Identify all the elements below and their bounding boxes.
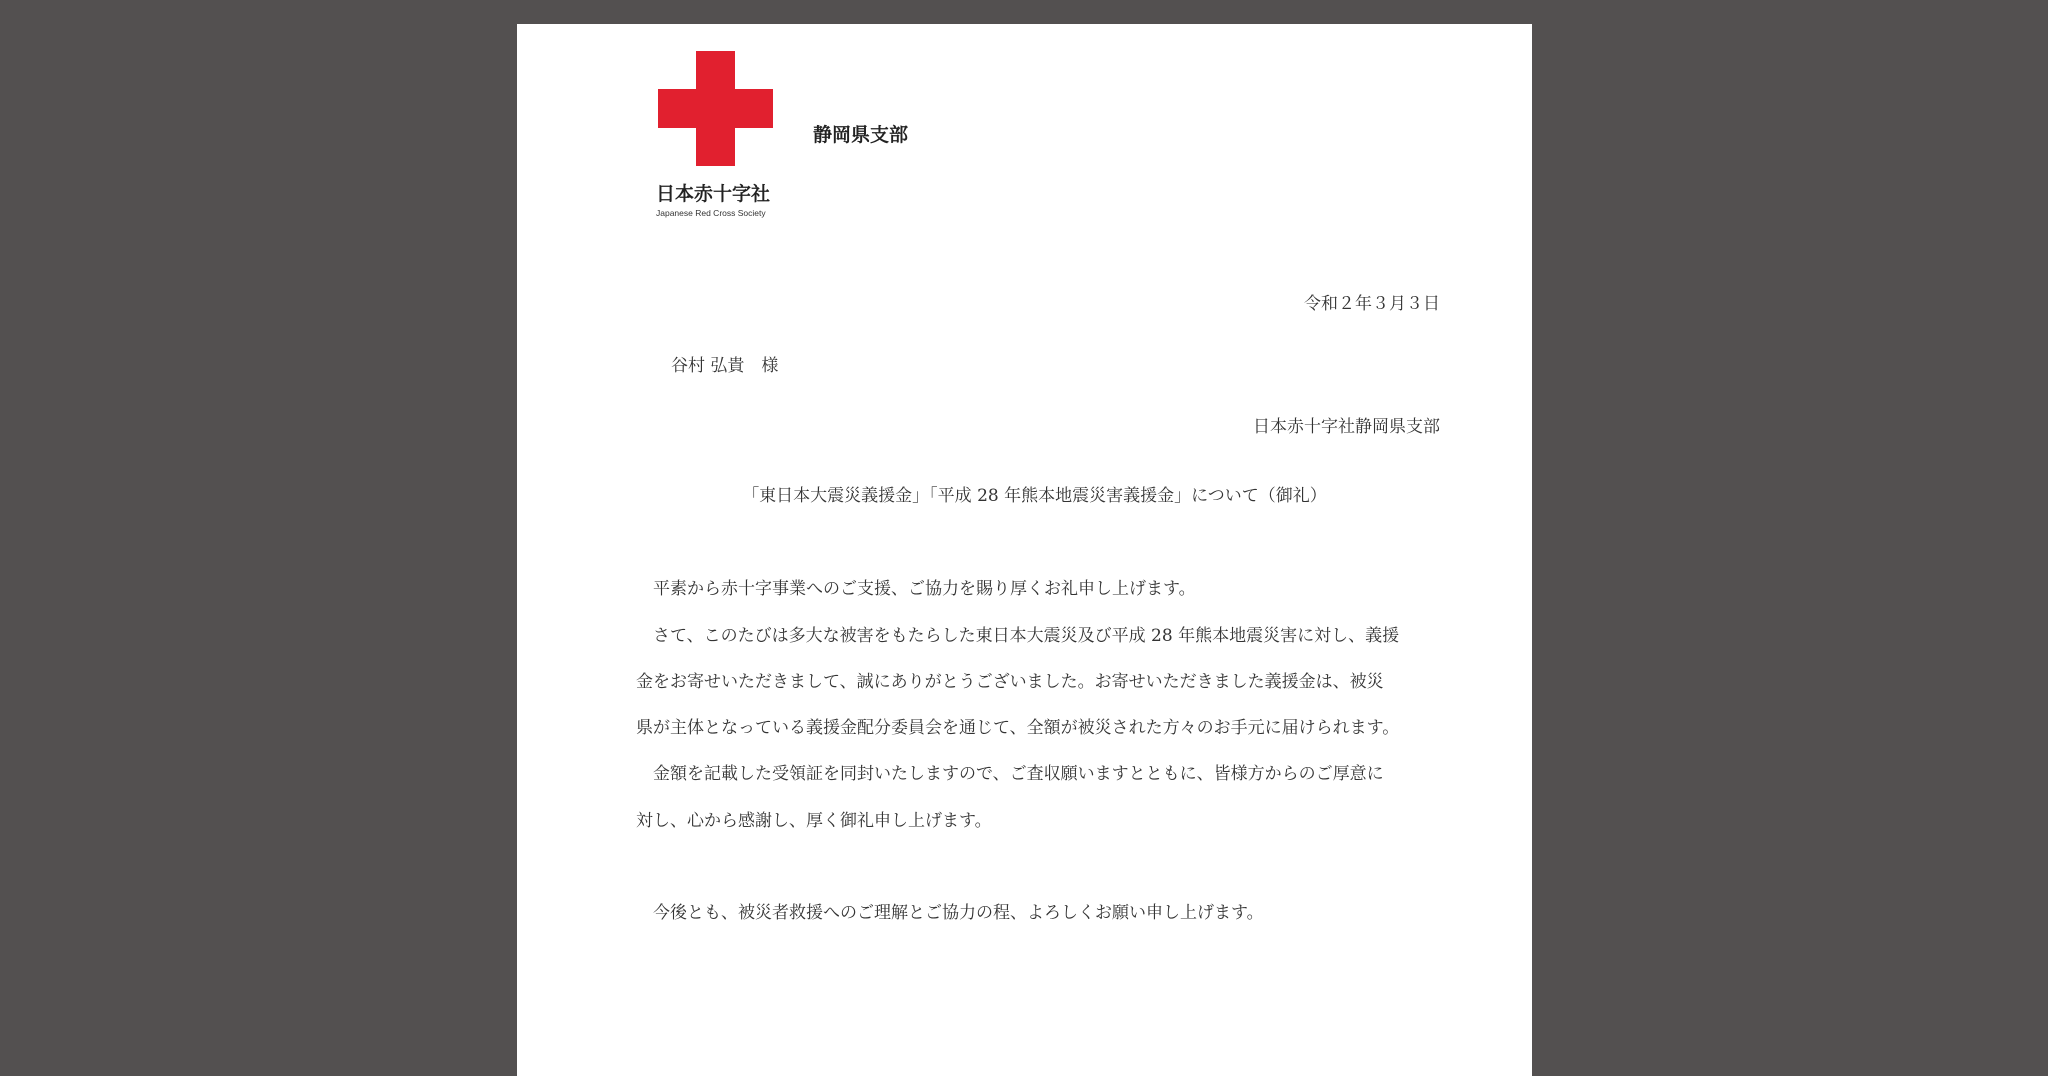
logo-name-jp: 日本赤十字社 (656, 183, 771, 205)
red-cross-icon (658, 51, 773, 166)
body-paragraph-2-line-2: 金をお寄せいただきまして、誠にありがとうございました。お寄せいただきました義援金は、被災 (636, 672, 1384, 692)
body-paragraph-3-line-1: 金額を記載した受領証を同封いたしますので、ご査収願いますとともに、皆様方からのご厚意に (653, 764, 1384, 784)
letter-date: 令和２年３月３日 (1304, 294, 1440, 314)
body-paragraph-1: 平素から赤十字事業へのご支援、ご協力を賜り厚くお礼申し上げます。 (653, 579, 1196, 599)
red-cross-logo (656, 51, 776, 218)
branch-heading: 静岡県支部 (813, 124, 909, 146)
letter-subject: 「東日本大震災義援金」「平成 28 年熊本地震災害義援金」について（御礼） (742, 486, 1327, 506)
logo-name-en: Japanese Red Cross Society (656, 208, 766, 218)
letter-sender: 日本赤十字社静岡県支部 (1253, 417, 1440, 437)
body-paragraph-2-line-1: さて、このたびは多大な被害をもたらした東日本大震災及び平成 28 年熊本地震災害に対し、義援 (653, 626, 1400, 646)
body-paragraph-3-line-2: 対し、心から感謝し、厚く御礼申し上げます。 (636, 811, 992, 831)
cross-horizontal-bar (658, 89, 773, 128)
body-paragraph-4: 今後とも、被災者救援へのご理解とご協力の程、よろしくお願い申し上げます。 (653, 903, 1264, 923)
letter-page (517, 24, 1532, 1076)
letter-recipient: 谷村 弘貴 様 (671, 356, 779, 376)
body-paragraph-2-line-3: 県が主体となっている義援金配分委員会を通じて、全額が被災された方々のお手元に届けられます。 (636, 718, 1400, 738)
